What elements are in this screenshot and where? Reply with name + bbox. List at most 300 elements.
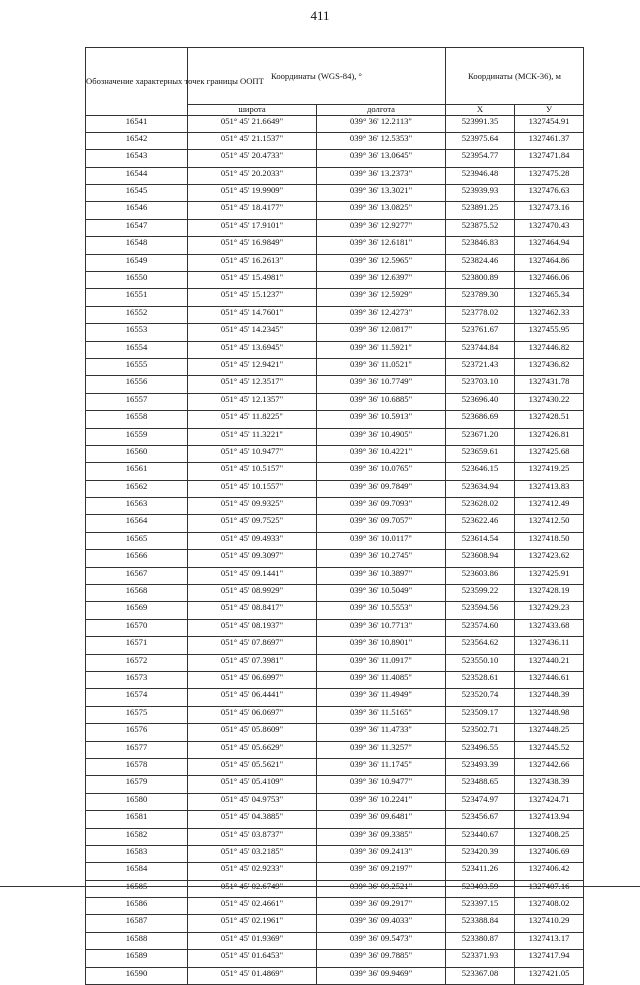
latitude-cell: 051° 45' 02.4661" (188, 898, 317, 915)
x-coordinate-cell: 523388.84 (446, 915, 515, 932)
latitude-cell: 051° 45' 08.8417" (188, 602, 317, 619)
point-id-cell: 16565 (86, 532, 188, 549)
table-row (86, 185, 584, 202)
longitude-cell: 039° 36' 12.5929" (317, 289, 446, 306)
point-id-cell: 16579 (86, 776, 188, 793)
point-id-cell: 16562 (86, 480, 188, 497)
longitude-cell: 039° 36' 10.0117" (317, 532, 446, 549)
latitude-cell: 051° 45' 10.1557" (188, 480, 317, 497)
longitude-cell: 039° 36' 12.0817" (317, 324, 446, 341)
latitude-cell: 051° 45' 07.3981" (188, 654, 317, 671)
table-row (86, 411, 584, 428)
x-coordinate-cell: 523380.87 (446, 932, 515, 949)
y-coordinate-cell: 1327438.39 (515, 776, 584, 793)
latitude-cell: 051° 45' 09.1441" (188, 567, 317, 584)
table-row (86, 532, 584, 549)
x-coordinate-cell: 523608.94 (446, 550, 515, 567)
y-coordinate-cell: 1327413.83 (515, 480, 584, 497)
latitude-cell: 051° 45' 05.8609" (188, 724, 317, 741)
table-row (86, 758, 584, 775)
table-row (86, 219, 584, 236)
table-row (86, 967, 584, 984)
point-id-cell: 16586 (86, 898, 188, 915)
y-coordinate-cell: 1327454.91 (515, 115, 584, 132)
latitude-cell: 051° 45' 17.9101" (188, 219, 317, 236)
point-id-cell: 16587 (86, 915, 188, 932)
x-coordinate-cell: 523646.15 (446, 463, 515, 480)
latitude-cell: 051° 45' 12.9421" (188, 358, 317, 375)
point-id-cell (86, 880, 188, 897)
point-id-cell: 16563 (86, 498, 188, 515)
header-wgs84-coordinates: Координаты (WGS-84), ° (188, 48, 446, 105)
table-body (86, 115, 584, 985)
y-coordinate-cell: 1327417.94 (515, 950, 584, 967)
x-coordinate-cell: 523397.15 (446, 898, 515, 915)
point-id-cell: 16559 (86, 428, 188, 445)
longitude-cell: 039° 36' 10.7749" (317, 376, 446, 393)
x-coordinate-cell: 523875.52 (446, 219, 515, 236)
y-coordinate-cell: 1327446.61 (515, 672, 584, 689)
x-coordinate-cell: 523528.61 (446, 672, 515, 689)
point-id-cell: 16556 (86, 376, 188, 393)
table-row (86, 498, 584, 515)
longitude-cell: 039° 36' 10.7713" (317, 619, 446, 636)
longitude-cell: 039° 36' 09.7093" (317, 498, 446, 515)
latitude-cell: 051° 45' 09.7525" (188, 515, 317, 532)
table-row (86, 637, 584, 654)
longitude-cell: 039° 36' 13.2373" (317, 167, 446, 184)
y-coordinate-cell: 1327475.28 (515, 167, 584, 184)
longitude-cell: 039° 36' 09.7885" (317, 950, 446, 967)
x-coordinate-cell: 523603.86 (446, 567, 515, 584)
x-coordinate-cell: 523367.08 (446, 967, 515, 984)
point-id-cell: 16582 (86, 828, 188, 845)
table-row (86, 585, 584, 602)
point-id-cell: 16589 (86, 950, 188, 967)
x-coordinate-cell: 523520.74 (446, 689, 515, 706)
y-coordinate-cell: 1327406.69 (515, 845, 584, 862)
header-msk36-coordinates: Координаты (МСК-36), м (446, 48, 584, 105)
y-coordinate-cell: 1327429.23 (515, 602, 584, 619)
x-coordinate-cell: 523659.61 (446, 445, 515, 462)
point-id-cell: 16548 (86, 237, 188, 254)
latitude-cell: 051° 45' 19.9909" (188, 185, 317, 202)
y-coordinate-cell: 1327428.51 (515, 411, 584, 428)
table-row (86, 845, 584, 862)
latitude-cell: 051° 45' 12.3517" (188, 376, 317, 393)
y-coordinate-cell: 1327448.25 (515, 724, 584, 741)
table-row (86, 880, 584, 897)
y-coordinate-cell: 1327413.94 (515, 811, 584, 828)
latitude-cell: 051° 45' 16.2613" (188, 254, 317, 271)
table-row (86, 828, 584, 845)
x-coordinate-cell: 523891.25 (446, 202, 515, 219)
table-row (86, 150, 584, 167)
latitude-cell: 051° 45' 09.9325" (188, 498, 317, 515)
table-row (86, 567, 584, 584)
point-id-cell: 16567 (86, 567, 188, 584)
longitude-cell: 039° 36' 10.9477" (317, 776, 446, 793)
y-coordinate-cell: 1327446.82 (515, 341, 584, 358)
table-row (86, 515, 584, 532)
x-coordinate-cell: 523800.89 (446, 272, 515, 289)
y-coordinate-cell: 1327433.68 (515, 619, 584, 636)
table-row (86, 724, 584, 741)
longitude-cell: 039° 36' 09.7849" (317, 480, 446, 497)
y-coordinate-cell: 1327445.52 (515, 741, 584, 758)
y-coordinate-cell: 1327408.25 (515, 828, 584, 845)
x-coordinate-cell: 523686.69 (446, 411, 515, 428)
y-coordinate-cell: 1327461.37 (515, 132, 584, 149)
table-row (86, 341, 584, 358)
table-row (86, 445, 584, 462)
longitude-cell: 039° 36' 10.5913" (317, 411, 446, 428)
point-id-cell: 16550 (86, 272, 188, 289)
x-coordinate-cell: 523634.94 (446, 480, 515, 497)
latitude-cell: 051° 45' 11.8225" (188, 411, 317, 428)
longitude-cell: 039° 36' 13.3021" (317, 185, 446, 202)
point-id-cell: 16542 (86, 132, 188, 149)
longitude-cell: 039° 36' 10.2241" (317, 793, 446, 810)
latitude-cell: 051° 45' 15.1237" (188, 289, 317, 306)
y-coordinate-cell: 1327442.66 (515, 758, 584, 775)
table-row (86, 272, 584, 289)
latitude-cell: 051° 45' 10.5157" (188, 463, 317, 480)
point-id-cell: 16558 (86, 411, 188, 428)
subheader-x: X (446, 105, 515, 116)
table-row (86, 793, 584, 810)
point-id-cell: 16545 (86, 185, 188, 202)
latitude-cell: 051° 45' 08.1937" (188, 619, 317, 636)
y-coordinate-cell: 1327426.81 (515, 428, 584, 445)
x-coordinate-cell: 523946.48 (446, 167, 515, 184)
latitude-cell: 051° 45' 13.6945" (188, 341, 317, 358)
table-row (86, 915, 584, 932)
latitude-cell: 051° 45' 20.4733" (188, 150, 317, 167)
point-id-cell: 16568 (86, 585, 188, 602)
longitude-cell: 039° 36' 11.5921" (317, 341, 446, 358)
longitude-cell: 039° 36' 09.5473" (317, 932, 446, 949)
latitude-cell: 051° 45' 21.1537" (188, 132, 317, 149)
point-id-cell: 16577 (86, 741, 188, 758)
x-coordinate-cell: 523509.17 (446, 706, 515, 723)
x-coordinate-cell: 523564.62 (446, 637, 515, 654)
point-id-cell: 16584 (86, 863, 188, 880)
latitude-cell: 051° 45' 03.8737" (188, 828, 317, 845)
latitude-cell: 051° 45' 02.1961" (188, 915, 317, 932)
y-coordinate-cell: 1327471.84 (515, 150, 584, 167)
point-id-cell: 16553 (86, 324, 188, 341)
x-coordinate-cell (446, 880, 515, 897)
point-id-cell: 16578 (86, 758, 188, 775)
x-coordinate-cell: 523594.56 (446, 602, 515, 619)
x-coordinate-cell: 523696.40 (446, 393, 515, 410)
subheader-longitude: долгота (317, 105, 446, 116)
y-coordinate-cell: 1327430.22 (515, 393, 584, 410)
longitude-cell: 039° 36' 09.2917" (317, 898, 446, 915)
y-coordinate-cell: 1327423.62 (515, 550, 584, 567)
longitude-cell: 039° 36' 12.6181" (317, 237, 446, 254)
longitude-cell: 039° 36' 09.7057" (317, 515, 446, 532)
longitude-cell: 039° 36' 09.4033" (317, 915, 446, 932)
x-coordinate-cell: 523474.97 (446, 793, 515, 810)
longitude-cell: 039° 36' 12.5965" (317, 254, 446, 271)
table-row (86, 898, 584, 915)
longitude-cell (317, 880, 446, 897)
table-row (86, 689, 584, 706)
table-row (86, 706, 584, 723)
table-row (86, 741, 584, 758)
y-coordinate-cell (515, 880, 584, 897)
x-coordinate-cell: 523761.67 (446, 324, 515, 341)
longitude-cell: 039° 36' 12.2113" (317, 115, 446, 132)
y-coordinate-cell: 1327470.43 (515, 219, 584, 236)
latitude-cell: 051° 45' 14.7601" (188, 306, 317, 323)
point-id-cell: 16574 (86, 689, 188, 706)
table-row (86, 167, 584, 184)
point-id-cell: 16555 (86, 358, 188, 375)
table-row (86, 428, 584, 445)
page-number: 411 (310, 8, 330, 23)
x-coordinate-cell: 523744.84 (446, 341, 515, 358)
y-coordinate-cell: 1327425.91 (515, 567, 584, 584)
point-id-cell: 16575 (86, 706, 188, 723)
point-id-cell: 16576 (86, 724, 188, 741)
longitude-cell: 039° 36' 10.0765" (317, 463, 446, 480)
latitude-cell (188, 880, 317, 897)
x-coordinate-cell: 523939.93 (446, 185, 515, 202)
point-id-cell: 16549 (86, 254, 188, 271)
latitude-cell: 051° 45' 07.8697" (188, 637, 317, 654)
longitude-cell: 039° 36' 12.6397" (317, 272, 446, 289)
table-row (86, 324, 584, 341)
latitude-cell: 051° 45' 02.9233" (188, 863, 317, 880)
table-header-row (86, 48, 584, 105)
x-coordinate-cell: 523991.35 (446, 115, 515, 132)
x-coordinate-cell: 523703.10 (446, 376, 515, 393)
x-coordinate-cell: 523622.46 (446, 515, 515, 532)
point-id-cell: 16546 (86, 202, 188, 219)
latitude-cell: 051° 45' 06.6997" (188, 672, 317, 689)
x-coordinate-cell: 523824.46 (446, 254, 515, 271)
point-id-cell: 16566 (86, 550, 188, 567)
latitude-cell: 051° 45' 05.6629" (188, 741, 317, 758)
point-id-cell: 16544 (86, 167, 188, 184)
table-row (86, 932, 584, 949)
point-id-cell: 16560 (86, 445, 188, 462)
table-row (86, 602, 584, 619)
table-row (86, 289, 584, 306)
table-row (86, 811, 584, 828)
x-coordinate-cell: 523420.39 (446, 845, 515, 862)
y-coordinate-cell: 1327462.33 (515, 306, 584, 323)
longitude-cell: 039° 36' 11.5165" (317, 706, 446, 723)
latitude-cell: 051° 45' 04.9753" (188, 793, 317, 810)
longitude-cell: 039° 36' 11.4949" (317, 689, 446, 706)
longitude-cell: 039° 36' 10.4221" (317, 445, 446, 462)
x-coordinate-cell: 523778.02 (446, 306, 515, 323)
point-id-cell: 16573 (86, 672, 188, 689)
longitude-cell: 039° 36' 11.3257" (317, 741, 446, 758)
table-row (86, 863, 584, 880)
point-id-cell: 16541 (86, 115, 188, 132)
y-coordinate-cell: 1327448.39 (515, 689, 584, 706)
y-coordinate-cell: 1327455.95 (515, 324, 584, 341)
latitude-cell: 051° 45' 16.9849" (188, 237, 317, 254)
table-row (86, 237, 584, 254)
x-coordinate-cell: 523502.71 (446, 724, 515, 741)
table-row (86, 358, 584, 375)
table-row (86, 776, 584, 793)
y-coordinate-cell: 1327464.86 (515, 254, 584, 271)
latitude-cell: 051° 45' 05.5621" (188, 758, 317, 775)
table-row (86, 306, 584, 323)
table-row (86, 654, 584, 671)
latitude-cell: 051° 45' 15.4981" (188, 272, 317, 289)
point-id-cell: 16580 (86, 793, 188, 810)
latitude-cell: 051° 45' 01.4869" (188, 967, 317, 984)
y-coordinate-cell: 1327473.16 (515, 202, 584, 219)
y-coordinate-cell: 1327448.98 (515, 706, 584, 723)
latitude-cell: 051° 45' 04.3885" (188, 811, 317, 828)
table-row (86, 950, 584, 967)
longitude-cell: 039° 36' 09.2197" (317, 863, 446, 880)
table-row (86, 463, 584, 480)
latitude-cell: 051° 45' 09.3097" (188, 550, 317, 567)
latitude-cell: 051° 45' 21.6649" (188, 115, 317, 132)
latitude-cell: 051° 45' 10.9477" (188, 445, 317, 462)
x-coordinate-cell: 523493.39 (446, 758, 515, 775)
x-coordinate-cell: 523614.54 (446, 532, 515, 549)
y-coordinate-cell: 1327408.02 (515, 898, 584, 915)
longitude-cell: 039° 36' 10.5049" (317, 585, 446, 602)
y-coordinate-cell: 1327466.06 (515, 272, 584, 289)
x-coordinate-cell: 523789.30 (446, 289, 515, 306)
table-row (86, 393, 584, 410)
x-coordinate-cell: 523599.22 (446, 585, 515, 602)
x-coordinate-cell: 523411.26 (446, 863, 515, 880)
longitude-cell: 039° 36' 09.3385" (317, 828, 446, 845)
point-id-cell: 16588 (86, 932, 188, 949)
latitude-cell: 051° 45' 08.9929" (188, 585, 317, 602)
y-coordinate-cell: 1327436.11 (515, 637, 584, 654)
y-coordinate-cell: 1327412.49 (515, 498, 584, 515)
point-id-cell: 16590 (86, 967, 188, 984)
point-id-cell: 16564 (86, 515, 188, 532)
latitude-cell: 051° 45' 03.2185" (188, 845, 317, 862)
longitude-cell: 039° 36' 10.2745" (317, 550, 446, 567)
table-row (86, 202, 584, 219)
header-point-designation: Обозначение характерных точек границы ООПТ (86, 48, 188, 116)
coordinates-table (85, 47, 584, 985)
x-coordinate-cell: 523371.93 (446, 950, 515, 967)
y-coordinate-cell: 1327419.25 (515, 463, 584, 480)
latitude-cell: 051° 45' 20.2033" (188, 167, 317, 184)
latitude-cell: 051° 45' 06.4441" (188, 689, 317, 706)
point-id-cell: 16571 (86, 637, 188, 654)
longitude-cell: 039° 36' 11.1745" (317, 758, 446, 775)
y-coordinate-cell: 1327464.94 (515, 237, 584, 254)
latitude-cell: 051° 45' 01.9369" (188, 932, 317, 949)
y-coordinate-cell: 1327406.42 (515, 863, 584, 880)
x-coordinate-cell: 523954.77 (446, 150, 515, 167)
point-id-cell: 16583 (86, 845, 188, 862)
table-row (86, 254, 584, 271)
x-coordinate-cell: 523574.60 (446, 619, 515, 636)
x-coordinate-cell: 523721.43 (446, 358, 515, 375)
longitude-cell: 039° 36' 13.0825" (317, 202, 446, 219)
latitude-cell: 051° 45' 14.2345" (188, 324, 317, 341)
longitude-cell: 039° 36' 13.0645" (317, 150, 446, 167)
point-id-cell: 16552 (86, 306, 188, 323)
longitude-cell: 039° 36' 12.4273" (317, 306, 446, 323)
y-coordinate-cell: 1327436.82 (515, 358, 584, 375)
longitude-cell: 039° 36' 09.9469" (317, 967, 446, 984)
table-row (86, 376, 584, 393)
x-coordinate-cell: 523550.10 (446, 654, 515, 671)
point-id-cell: 16581 (86, 811, 188, 828)
longitude-cell: 039° 36' 12.9277" (317, 219, 446, 236)
point-id-cell: 16554 (86, 341, 188, 358)
longitude-cell: 039° 36' 09.2413" (317, 845, 446, 862)
latitude-cell: 051° 45' 01.6453" (188, 950, 317, 967)
table-row (86, 115, 584, 132)
table-row (86, 672, 584, 689)
point-id-cell: 16557 (86, 393, 188, 410)
table-row (86, 132, 584, 149)
latitude-cell: 051° 45' 12.1357" (188, 393, 317, 410)
y-coordinate-cell: 1327412.50 (515, 515, 584, 532)
point-id-cell: 16551 (86, 289, 188, 306)
longitude-cell: 039° 36' 11.0917" (317, 654, 446, 671)
longitude-cell: 039° 36' 11.4085" (317, 672, 446, 689)
latitude-cell: 051° 45' 18.4177" (188, 202, 317, 219)
y-coordinate-cell: 1327431.78 (515, 376, 584, 393)
y-coordinate-cell: 1327418.50 (515, 532, 584, 549)
x-coordinate-cell: 523488.65 (446, 776, 515, 793)
longitude-cell: 039° 36' 10.4905" (317, 428, 446, 445)
x-coordinate-cell: 523440.67 (446, 828, 515, 845)
latitude-cell: 051° 45' 05.4109" (188, 776, 317, 793)
y-coordinate-cell: 1327428.19 (515, 585, 584, 602)
longitude-cell: 039° 36' 10.5553" (317, 602, 446, 619)
footer-divider (0, 886, 640, 887)
x-coordinate-cell: 523496.55 (446, 741, 515, 758)
point-id-cell: 16561 (86, 463, 188, 480)
x-coordinate-cell: 523671.20 (446, 428, 515, 445)
longitude-cell: 039° 36' 11.4733" (317, 724, 446, 741)
y-coordinate-cell: 1327424.71 (515, 793, 584, 810)
subheader-latitude: широта (188, 105, 317, 116)
point-id-cell: 16570 (86, 619, 188, 636)
longitude-cell: 039° 36' 10.3897" (317, 567, 446, 584)
longitude-cell: 039° 36' 11.0521" (317, 358, 446, 375)
y-coordinate-cell: 1327425.68 (515, 445, 584, 462)
y-coordinate-cell: 1327476.63 (515, 185, 584, 202)
latitude-cell: 051° 45' 06.0697" (188, 706, 317, 723)
y-coordinate-cell: 1327413.17 (515, 932, 584, 949)
point-id-cell: 16572 (86, 654, 188, 671)
point-id-cell: 16543 (86, 150, 188, 167)
subheader-y: У (515, 105, 584, 116)
longitude-cell: 039° 36' 10.8901" (317, 637, 446, 654)
latitude-cell: 051° 45' 11.3221" (188, 428, 317, 445)
table-row (86, 619, 584, 636)
longitude-cell: 039° 36' 10.6885" (317, 393, 446, 410)
y-coordinate-cell: 1327465.34 (515, 289, 584, 306)
y-coordinate-cell: 1327440.21 (515, 654, 584, 671)
x-coordinate-cell: 523846.83 (446, 237, 515, 254)
